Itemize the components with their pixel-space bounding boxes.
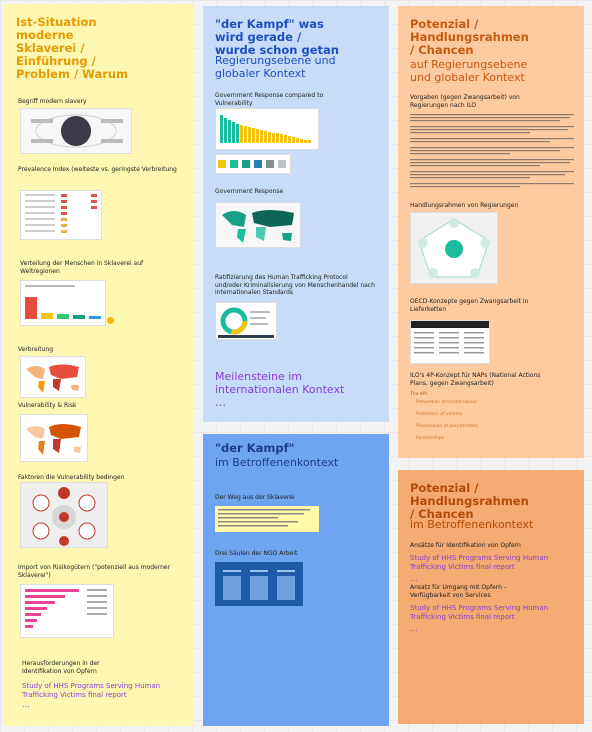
label-herausforderungen: Herausforderungen in der Identifikation von Opfern (22, 660, 100, 675)
label-vulnerability: Vulnerability & Risk (18, 402, 77, 409)
image-world-map-vulnerability[interactable] (20, 414, 88, 462)
label-ansatz-umgang: Ansatz für Umgang mit Opfern - Verfügbarkeit von Services (410, 584, 506, 599)
link-meilensteine[interactable]: Meilensteine im internationalen Kontext (215, 370, 345, 396)
column-title: "der Kampf" (215, 441, 295, 455)
fourp-item: Prevention of forced labour (416, 400, 478, 405)
label-begriff: Begriff modern slavery (18, 98, 87, 105)
link-hhs-study-2[interactable]: Study of HHS Programs Serving Human Trafficking Victims final report (410, 604, 549, 621)
image-prevalence-table[interactable] (20, 190, 102, 240)
column-title: Potenzial / Handlungsrahmen / Chancen (410, 481, 529, 521)
image-vulnerability-factors[interactable] (20, 482, 108, 548)
column-title: "der Kampf" was wird gerade / wurde schon getan (215, 17, 339, 57)
fourp-item: Protection of victims (416, 412, 463, 417)
column-subtitle: im Betroffenenkontext (410, 518, 534, 531)
label-oecd: OECD-Konzepte gegen Zwangsarbeit in Lieferketten (410, 298, 529, 313)
image-legend-swatches[interactable] (215, 154, 291, 174)
label-drei-saeulen: Drei Säulen der NGO Arbeit (215, 550, 298, 557)
label-ilo-4p: ILO's 4P-Konzept für NAPs (National Actions Plans, gegen Zwangsarbeit) (410, 372, 541, 387)
link-hhs-study[interactable]: Study of HHS Programs Serving Human Trafficking Victims final report (410, 554, 549, 571)
image-world-map-prevalence[interactable] (20, 356, 86, 398)
image-ratification-chart[interactable] (215, 302, 277, 340)
ellipsis: … (22, 700, 30, 709)
image-oecd-table[interactable] (410, 320, 490, 364)
label-weg-aus-sklaverei: Der Weg aus der Sklaverei (215, 494, 295, 501)
column-title: Potenzial / Handlungsrahmen / Chancen (410, 17, 529, 57)
label-prevalence: Prevalence Index (weiteste vs. geringste Verbreitung (18, 166, 177, 173)
label-verbreitung: Verbreitung (18, 346, 54, 353)
column-subtitle: im Betroffenenkontext (215, 456, 339, 469)
star-icon (107, 317, 114, 324)
ellipsis: … (410, 624, 418, 633)
column-subtitle: auf Regierungsebene und globaler Kontext (410, 58, 528, 84)
image-import-bar-chart[interactable] (20, 584, 114, 638)
label-verteilung: Verteilung der Menschen in Sklaverei auf Weltregionen (20, 260, 144, 275)
sticky-column-potenzial-regierung[interactable] (398, 6, 584, 458)
label-import: Import von Risikogütern ("potenziell aus moderner Sklaverei") (18, 564, 171, 579)
image-handlungsrahmen-diagram[interactable] (410, 212, 498, 284)
list-4ps (410, 392, 560, 441)
ellipsis: … (215, 396, 226, 409)
label-ratifizierung: Ratifizierung des Human Trafficking Protocol und/oder Kriminalisierung von Menschenhandel nach internationalen Standards (215, 274, 375, 296)
fourp-item: Partnerships (416, 436, 445, 441)
column-subtitle: Regierungsebene und globaler Kontext (215, 54, 336, 80)
link-hhs-study[interactable]: Study of HHS Programs Serving Human Trafficking Victims final report (22, 682, 161, 699)
image-gov-response-chart[interactable] (215, 108, 319, 150)
column-title: Ist-Situation moderne Sklaverei / Einführung / Problem / Warum (16, 15, 129, 81)
fourp-heading: The 4Ps (410, 392, 428, 397)
image-drei-saeulen[interactable] (215, 562, 303, 606)
label-gov-response-vulnerability: Government Response compared to Vulnerability (215, 92, 324, 107)
image-modern-slavery-diagram[interactable] (20, 108, 132, 154)
fourp-item: Prosecution of perpetrators (416, 424, 478, 429)
sticky-column-ist-situation[interactable] (4, 4, 194, 726)
text-block-ilo (410, 114, 574, 194)
label-vorgaben-ilo: Vorgaben (gegen Zwangsarbeit) von Regierungen nach ILO (410, 94, 520, 109)
image-regions-bar-chart[interactable] (20, 280, 106, 326)
label-ansaetze-identifikation: Ansätze für Identifikation von Opfern (410, 542, 521, 549)
label-handlungsrahmen: Handlungsrahmen von Regierungen (410, 202, 519, 209)
sticky-column-potenzial-betroffene[interactable] (398, 470, 584, 724)
sticky-column-der-kampf-betroffene[interactable] (203, 434, 389, 726)
label-faktoren: Faktoren die Vulnerability bedingen (18, 474, 125, 481)
label-gov-response: Government Response (215, 188, 284, 195)
image-gov-response-map[interactable] (215, 202, 301, 248)
sticky-column-der-kampf-regierung[interactable] (203, 6, 389, 422)
image-weg-note[interactable] (215, 506, 319, 532)
ellipsis: … (410, 574, 418, 583)
